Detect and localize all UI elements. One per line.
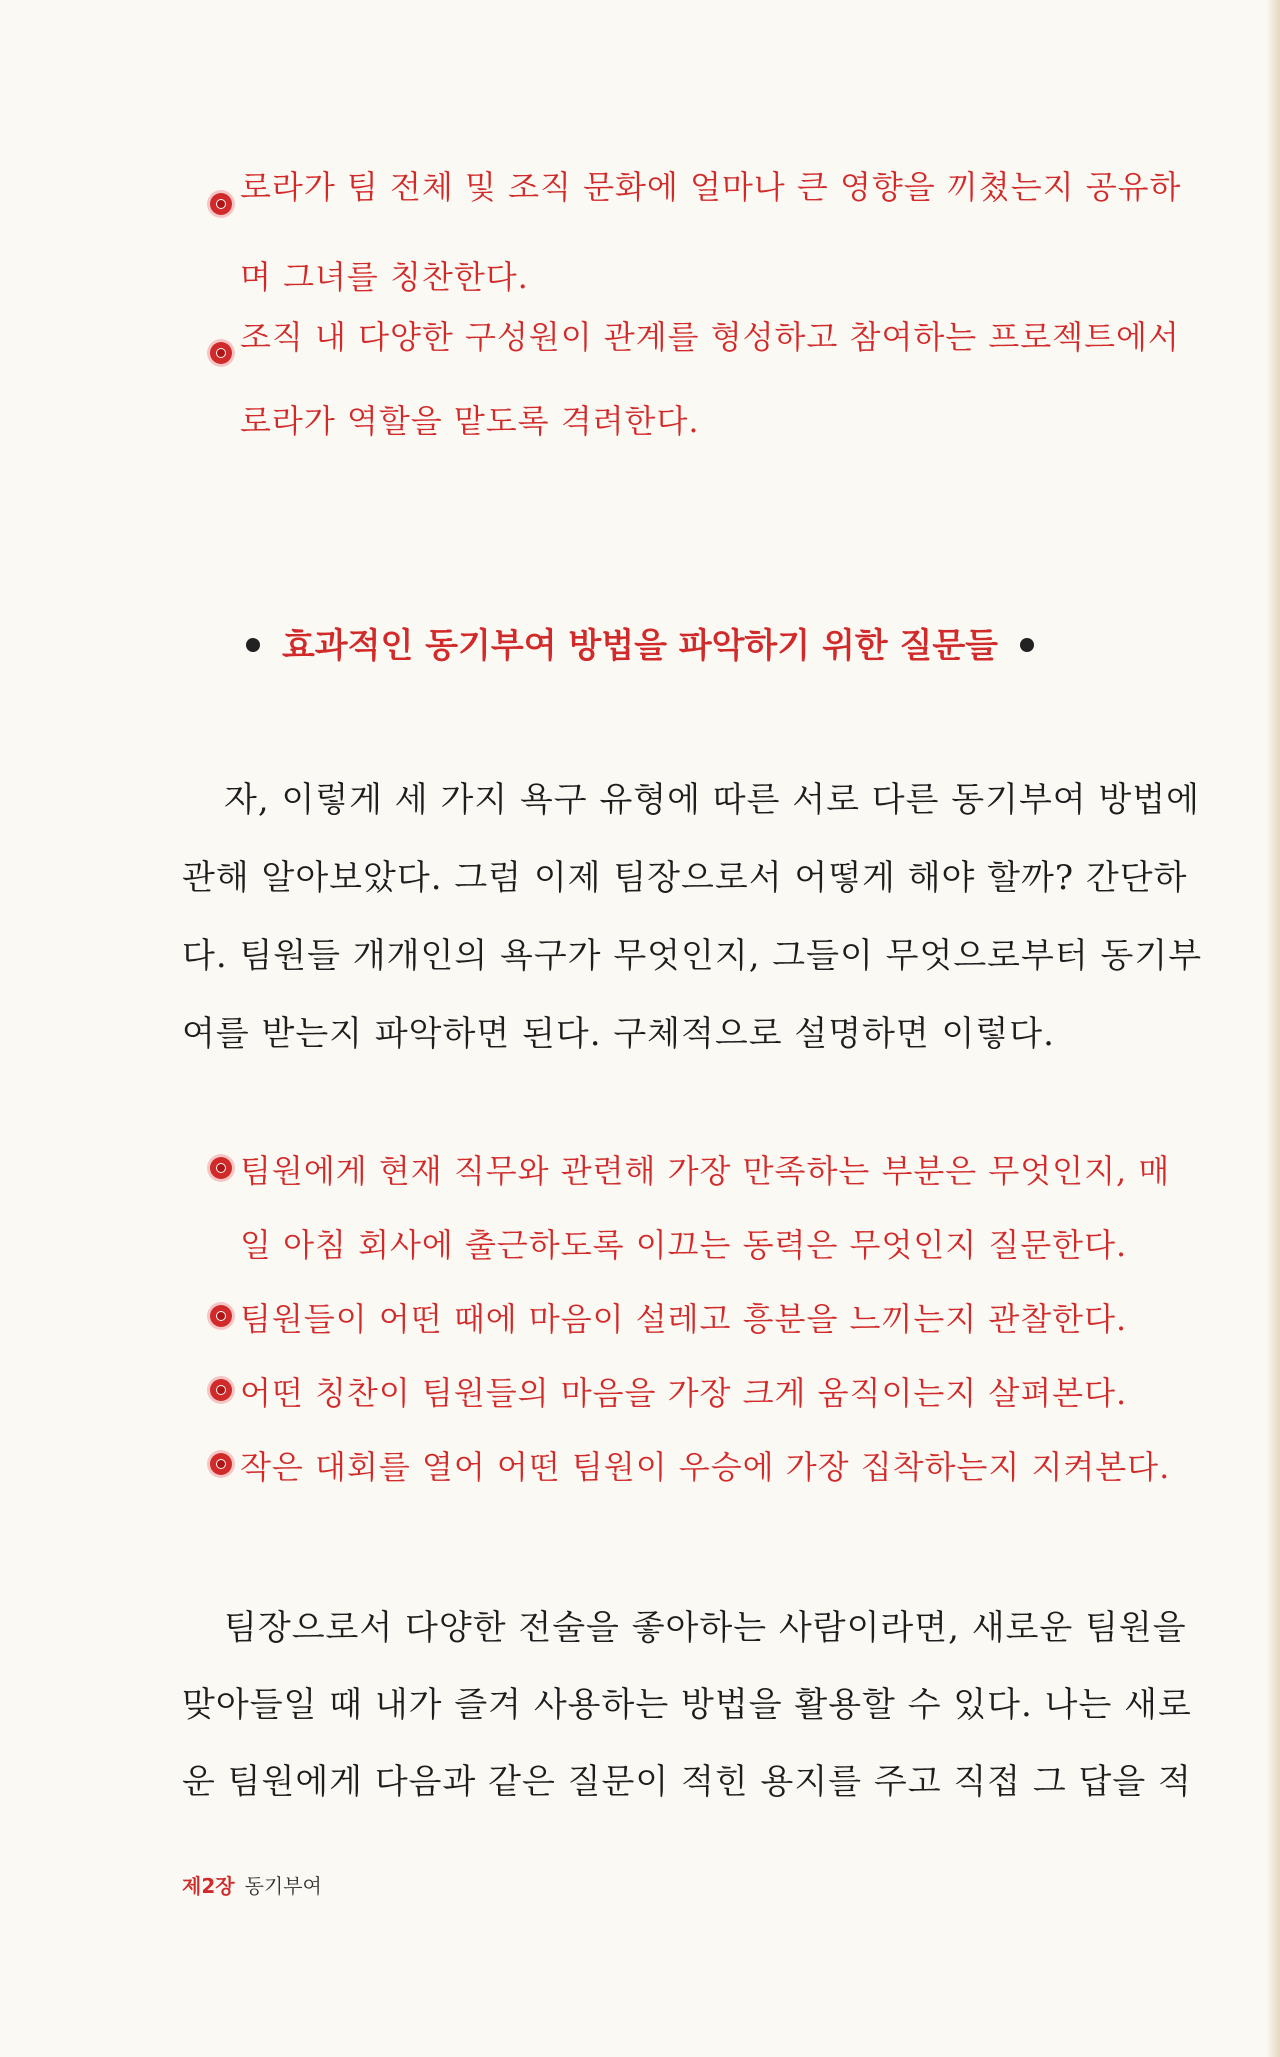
paragraph-line: 여를 받는지 파악하면 된다. 구체적으로 설명하면 이렇다. <box>182 1014 1055 1054</box>
page-footer <box>182 1870 322 1899</box>
bullet-line: 일 아침 회사에 출근하도록 이끄는 동력은 무엇인지 질문한다. <box>240 1226 1128 1264</box>
bullet-line: 며 그녀를 칭찬한다. <box>240 258 529 296</box>
footer-title: 동기부여 <box>244 1874 322 1898</box>
bullet-line: 팀원들이 어떤 때에 마음이 설레고 흥분을 느끼는지 관찰한다. <box>240 1300 1128 1338</box>
paragraph-line: 자, 이렇게 세 가지 욕구 유형에 따른 서로 다른 동기부여 방법에 <box>224 780 1200 820</box>
paragraph-line: 맞아들일 때 내가 즐겨 사용하는 방법을 활용할 수 있다. 나는 새로 <box>182 1685 1192 1725</box>
bullet-line: 팀원에게 현재 직무와 관련해 가장 만족하는 부분은 무엇인지, 매 <box>240 1152 1171 1190</box>
bullet-line: 작은 대회를 열어 어떤 팀원이 우승에 가장 집착하는지 지켜본다. <box>240 1448 1171 1486</box>
bullet-icon <box>210 193 232 215</box>
bullet-line: 로라가 팀 전체 및 조직 문화에 얼마나 큰 영향을 끼쳤는지 공유하 <box>240 168 1182 206</box>
section-heading-text: 효과적인 동기부여 방법을 파악하기 위한 질문들 <box>281 626 999 666</box>
bullet-line: 조직 내 다양한 구성원이 관계를 형성하고 참여하는 프로젝트에서 <box>240 318 1180 356</box>
bullet-icon <box>210 1379 232 1401</box>
page-edge-shadow <box>1266 0 1280 2057</box>
bullet-line: 로라가 역할을 맡도록 격려한다. <box>240 402 700 440</box>
paragraph-line: 운 팀원에게 다음과 같은 질문이 적힌 용지를 주고 직접 그 답을 적 <box>182 1762 1192 1802</box>
bullet-icon <box>210 1157 232 1179</box>
paragraph-line: 팀장으로서 다양한 전술을 좋아하는 사람이라면, 새로운 팀원을 <box>224 1608 1187 1648</box>
bullet-icon <box>210 1453 232 1475</box>
paragraph-line: 다. 팀원들 개개인의 욕구가 무엇인지, 그들이 무엇으로부터 동기부 <box>182 936 1203 976</box>
bullet-line: 어떤 칭찬이 팀원들의 마음을 가장 크게 움직이는지 살펴본다. <box>240 1374 1128 1412</box>
footer-chapter: 제2장 <box>182 1874 235 1898</box>
heading-dot-left <box>246 638 260 652</box>
heading-dot-right <box>1020 638 1034 652</box>
section-heading <box>0 618 1280 667</box>
bullet-icon <box>210 1305 232 1327</box>
bullet-icon <box>210 342 232 364</box>
paragraph-line: 관해 알아보았다. 그럼 이제 팀장으로서 어떻게 해야 할까? 간단하 <box>182 858 1188 898</box>
